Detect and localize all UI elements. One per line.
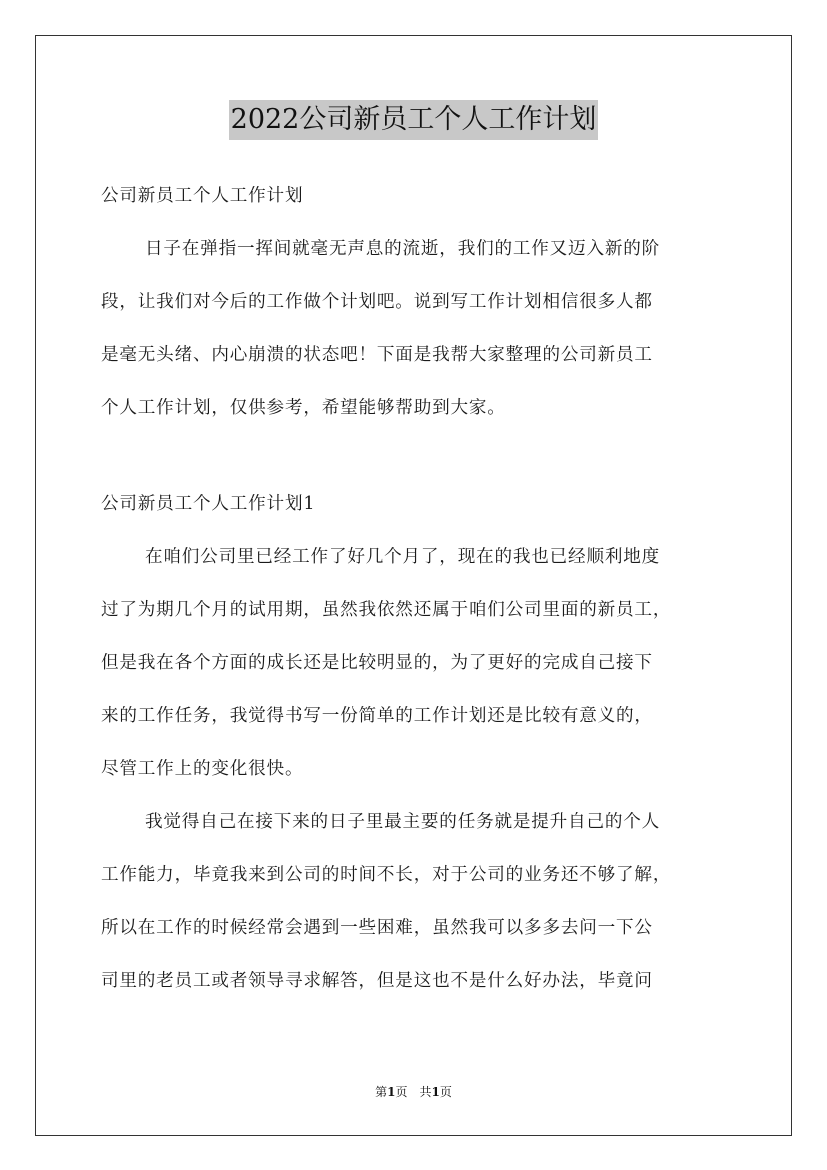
page-footer [0,1083,827,1100]
paragraph-line: 段，让我们对今后的工作做个计划吧。说到写工作计划相信很多人都 [101,292,653,312]
paragraph-line: 在咱们公司里已经工作了好几个月了，现在的我也已经顺利地度 [145,547,661,567]
paragraph-line: 日子在弹指一挥间就毫无声息的流逝，我们的工作又迈入新的阶 [145,239,661,259]
footer-page-current: 1 [387,1085,396,1099]
section-gap [101,435,741,478]
paragraph-line: 司里的老员工或者领导寻求解答，但是这也不是什么好办法，毕竟问 [101,971,653,991]
paragraph-line: 但是我在各个方面的成长还是比较明显的，为了更好的完成自己接下 [101,653,653,673]
paragraph-line: 尽管工作上的变化很快。 [101,759,304,779]
title-container [0,100,827,140]
footer-page-prefix: 第 [375,1085,388,1099]
paragraph-line: 来的工作任务，我觉得书写一份简单的工作计划还是比较有意义的， [101,706,653,726]
document-title: 2022公司新员工个人工作计划 [229,100,599,140]
paragraph-line: 过了为期几个月的试用期，虽然我依然还属于咱们公司里面的新员工， [101,600,672,620]
paragraph-line: 工作能力，毕竟我来到公司的时间不长，对于公司的业务还不够了解， [101,865,672,885]
footer-page-mid: 页 共 [395,1085,432,1099]
footer-page-suffix: 页 [439,1085,452,1099]
document-body [101,170,741,1008]
paragraph-line: 是毫无头绪、内心崩溃的状态吧！下面是我帮大家整理的公司新员工 [101,345,653,365]
intro-heading: 公司新员工个人工作计划 [101,186,304,206]
paragraph-line: 我觉得自己在接下来的日子里最主要的任务就是提升自己的个人 [145,812,661,832]
paragraph-line: 个人工作计划，仅供参考，希望能够帮助到大家。 [101,398,506,418]
section-heading: 公司新员工个人工作计划1 [101,494,316,514]
paragraph-line: 所以在工作的时候经常会遇到一些困难，虽然我可以多多去问一下公 [101,918,653,938]
footer-page-total: 1 [431,1085,440,1099]
